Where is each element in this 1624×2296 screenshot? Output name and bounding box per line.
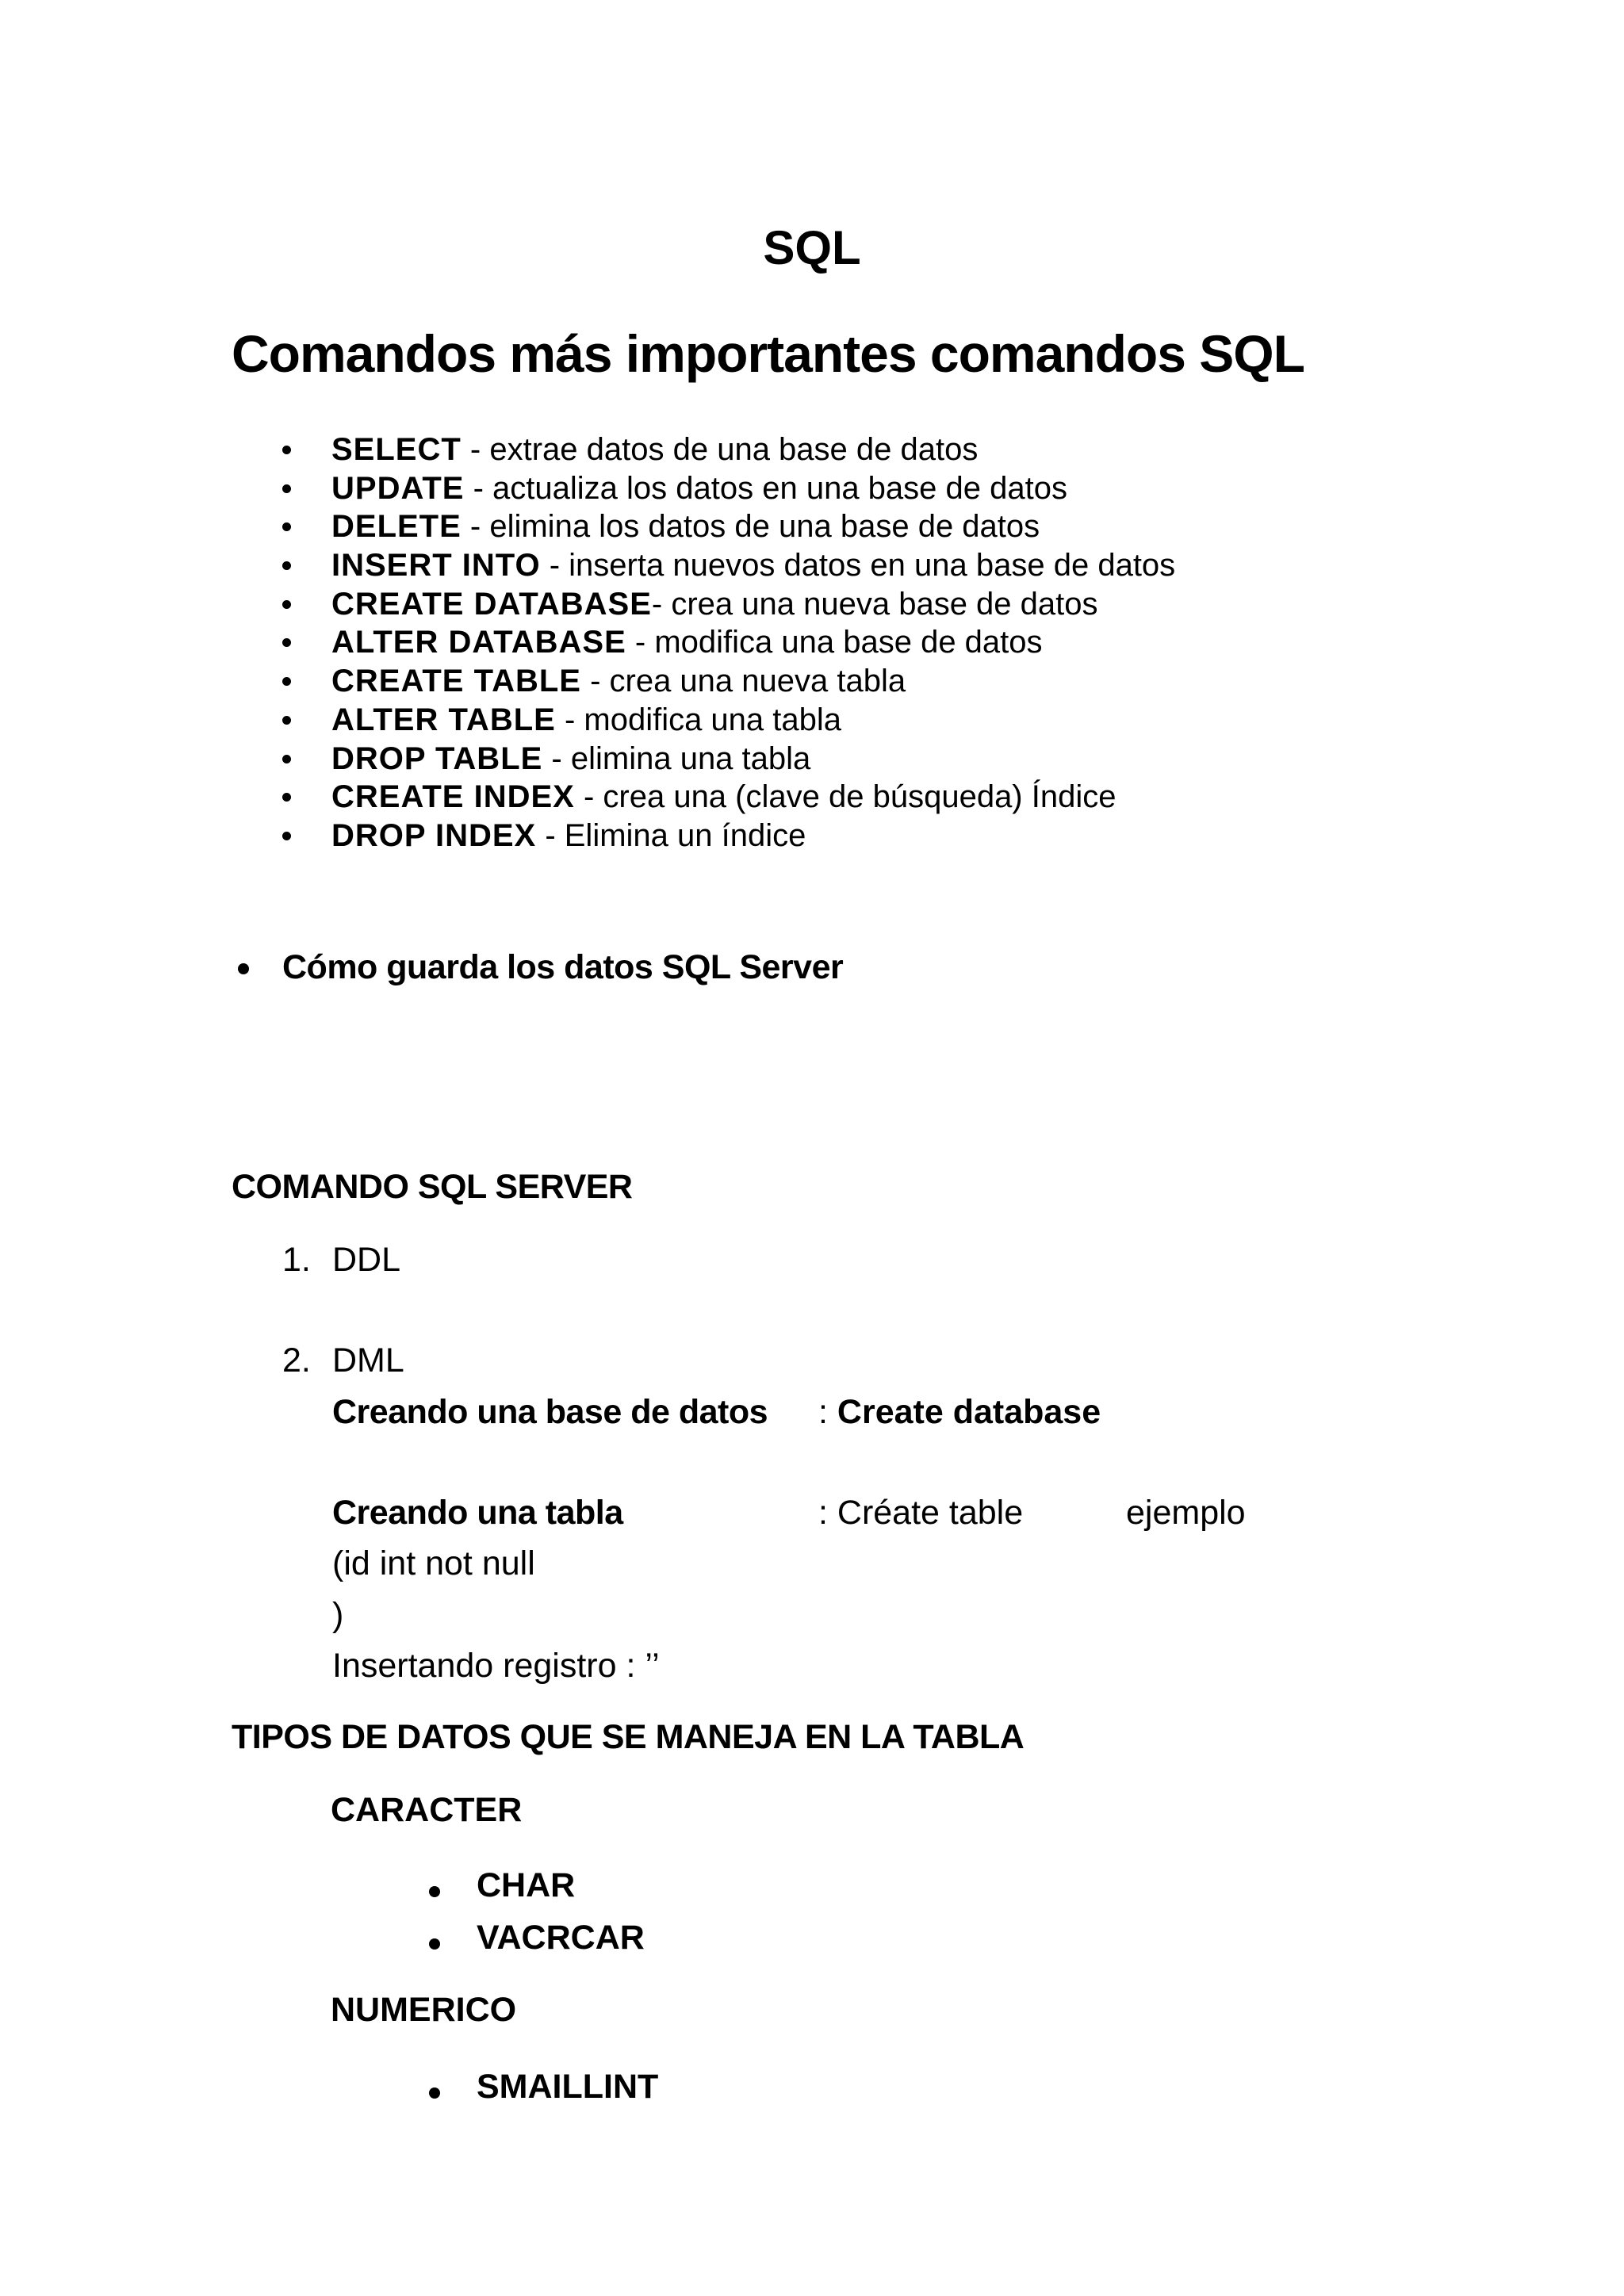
command-description: - Elimina un índice: [536, 817, 806, 853]
bullet-icon: [282, 677, 291, 686]
list-item: [282, 585, 1175, 624]
command-description: - elimina los datos de una base de datos: [461, 509, 1040, 545]
list-item: VACRCAR: [477, 1919, 645, 1957]
command-description: - inserta nuevos datos en una base de datos: [540, 548, 1176, 584]
command-keyword: CREATE INDEX: [331, 779, 575, 815]
create-db-value: [818, 1393, 1101, 1432]
bullet-icon: [282, 600, 291, 609]
create-table-value: : Créate table: [818, 1494, 1024, 1532]
list-item: [282, 778, 1175, 817]
storage-bullet-text: Cómo guarda los datos SQL Server: [282, 948, 844, 986]
command-description: - crea una (clave de búsqueda) Índice: [574, 779, 1116, 815]
numbered-item-label: DML: [332, 1341, 404, 1380]
bullet-icon: [429, 1886, 440, 1897]
create-db-separator: :: [818, 1393, 837, 1431]
command-description: - extrae datos de una base de datos: [461, 432, 979, 467]
command-description: - modifica una tabla: [555, 702, 842, 737]
numbered-item-number: 2.: [282, 1341, 311, 1380]
list-item: [282, 507, 1175, 546]
command-keyword: CREATE TABLE: [331, 664, 581, 699]
page-title: SQL: [763, 221, 861, 274]
code-line: (id int not null: [332, 1544, 535, 1582]
bullet-icon: [429, 1938, 440, 1950]
numbered-item-label: DDL: [332, 1241, 401, 1279]
list-item: [282, 662, 1175, 701]
list-item: [282, 469, 1175, 508]
command-description: - crea una nueva tabla: [580, 664, 906, 699]
storage-bullet: [232, 948, 843, 987]
command-description: - crea una nueva base de datos: [651, 586, 1098, 622]
create-table-label: Creando una tabla: [332, 1494, 623, 1532]
bullet-icon: [429, 2087, 440, 2099]
list-item: [282, 817, 1175, 855]
bullet-icon: [282, 793, 291, 802]
list-item: SMAILLINT: [477, 2068, 659, 2106]
list-item: [282, 740, 1175, 779]
command-keyword: DROP INDEX: [331, 817, 537, 853]
list-item: [282, 701, 1175, 740]
bullet-icon: [282, 522, 291, 531]
bullet-icon: [282, 638, 291, 647]
create-db-command: Create database: [837, 1393, 1101, 1431]
caracter-heading: CARACTER: [331, 1791, 523, 1829]
page-subtitle: Comandos más importantes comandos SQL: [232, 324, 1304, 383]
comando-heading: COMANDO SQL SERVER: [232, 1168, 633, 1206]
insert-line: Insertando registro : ’’: [332, 1647, 660, 1685]
command-keyword: DELETE: [331, 509, 462, 545]
bullet-icon: [282, 561, 291, 570]
list-item: [282, 546, 1175, 585]
bullet-icon: [282, 446, 291, 454]
bullet-icon: [282, 484, 291, 493]
create-db-label: Creando una base de datos: [332, 1393, 768, 1431]
list-item: CHAR: [477, 1866, 576, 1904]
bullet-icon: [282, 755, 291, 763]
command-keyword: ALTER DATABASE: [331, 625, 626, 660]
command-keyword: INSERT INTO: [331, 548, 541, 584]
create-table-note: ejemplo: [1126, 1494, 1246, 1532]
command-description: - elimina una tabla: [542, 740, 811, 776]
command-keyword: ALTER TABLE: [331, 702, 556, 737]
list-item: [282, 623, 1175, 662]
command-keyword: DROP TABLE: [331, 740, 543, 776]
list-item: [282, 430, 1175, 469]
command-description: - modifica una base de datos: [626, 625, 1043, 660]
code-line: ): [332, 1596, 344, 1634]
bullet-icon: [282, 716, 291, 725]
command-keyword: SELECT: [331, 432, 462, 467]
tipos-heading: TIPOS DE DATOS QUE SE MANEJA EN LA TABLA: [232, 1718, 1025, 1756]
bullet-icon: [238, 963, 249, 974]
command-description: - actualiza los datos en una base de datos: [464, 470, 1067, 506]
numbered-item-number: 1.: [282, 1241, 311, 1279]
bullet-icon: [282, 832, 291, 840]
command-keyword: CREATE DATABASE: [331, 586, 652, 622]
sql-commands-list: [282, 430, 1175, 855]
command-keyword: UPDATE: [331, 470, 465, 506]
numerico-heading: NUMERICO: [331, 1991, 517, 2029]
